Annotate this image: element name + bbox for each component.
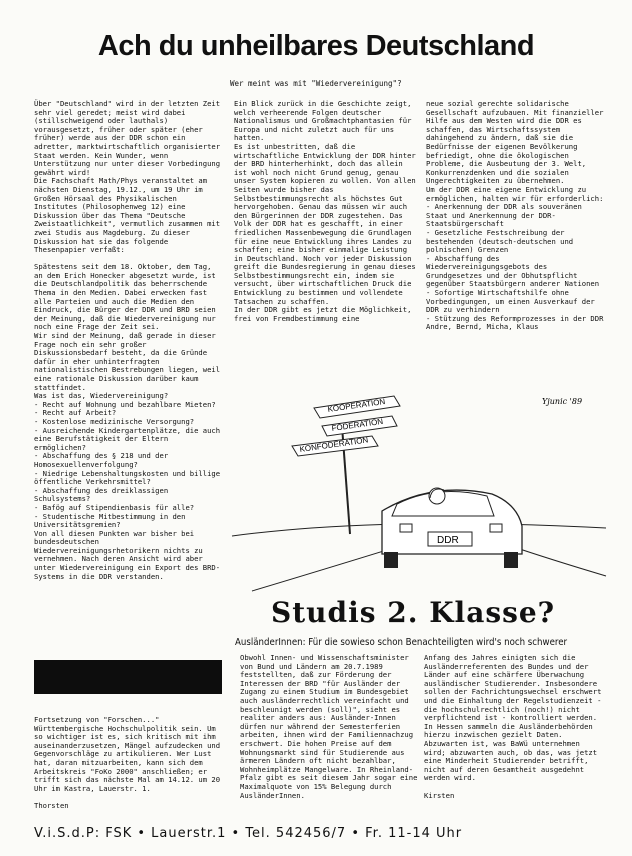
sign-label-2: FÖDERATION [331,416,384,433]
article2-headline: Studis 2. Klasse? [271,596,556,629]
redacted-block [34,660,222,694]
signpost [292,396,400,456]
article2-column-left: Fortsetzung von "Forschen..." Württembergische Hochschulpolitik sein. Um so wichtiger ist es, sich kritisch mit ihm auseinanderzusetzen, Mängel aufzudecken und Gegenvorschläge zu artikulieren. Wer Lust hat, daran mitzuarbeiten, kann sich dem Arbeitskreis "FoKo 2000" anschließen; er trifft sich das nächste Mal am 14.12. um 20 Uhr im Kastra, Lauerstr. 1. Thorsten [34,715,221,810]
article2-subheadline: AusländerInnen: Für die sowieso schon Benachteiligten wird's noch schwerer [235,637,568,648]
cartoon-illustration [232,386,606,598]
article2-column-middle: Obwohl Innen- und Wissenschaftsminister von Bund und Ländern am 20.7.1989 feststellten, daß zur Förderung der Interessen der BRD "für Ausländer der Zugang zu einem Studium im Bundesgebiet auch ausländerrechtlich vereinfacht und beschleunigt werden (soll)", sieht es realiter anders aus: Ausländer-Innen dürfen nur während der Semesterferien arbeiten, ihnen wird der Familiennachzug erschwert. Die hohen Preise auf dem Wohnungsmarkt sind für Studierende aus ärmeren Ländern oft nicht bezahlbar, Wohnheimplätze Mangelware. In Rheinland-Pfalz gibt es seit diesem Jahr sogar eine Maximalquote von 15% Belegung durch AusländerInnen. [240,653,422,800]
article2-column-right: Anfang des Jahres einigten sich die Ausländerreferenten des Bundes und der Länder auf eine schärfere Überwachung ausländischer Studierender. Insbesondere sollen der Fachrichtungswechsel erschwert und die Einhaltung der Regelstudienzeit - die hochschulrechtlich (noch!) nicht verpflichtend ist - kontrolliert werden. In Hessen sammeln die Ausländerbehörden hierzu inzwischen gezielt Daten. Abzuwarten ist, was BaWü unternehmen wird; abzuwarten auch, ob das, was jetzt eine Minderheit Studierender betrifft, nicht auf deren Gesamtheit ausgedehnt werden wird. Kirsten [424,653,602,800]
article-column-1: Über "Deutschland" wird in der letzten Zeit sehr viel geredet; meist wird dabei (stillschweigend oder lauthals) vorausgesetzt, früher oder später (eher früher) werde aus der DDR schon ein adretter, marktwirtschaftlich organisierter Staat werden. Kein Wunder, wenn Unterstützung nur unter dieser Vorbedingung gewährt wird! Die Fachschaft Math/Phys veranstaltet am nächsten Dienstag, 19.12., um 19 Uhr im Großen Hörsaal des Physikalischen Institutes (Philosophenweg 12) eine Diskussion über das Thema "Deutsche Zweistaatlichkeit", vermutlich zusammen mit zwei Studis aus Magdeburg. Zu dieser Diskussion hat sie das folgende Thesenpapier verfaßt: Spätestens seit dem 18. Oktober, dem Tag, an dem Erich Honecker abgesetzt wurde, ist die Deutschlandpolitik das beherrschende Thema in den Medien. Dabei erwecken fast alle Parteien und auch die Medien den Eindruck, die Bürger der DDR und BRD seien der Meinung, daß die Wiedervereinigung nur noch eine Frage der Zeit sei. Wir sind der Meinung, daß gerade in dieser Frage noch ein sehr großer Diskussionsbedarf besteht, da die Gründe dafür in eher unhinterfragten nationalistischen Bestrebungen liegen, weil eine rationale Diskussion darüber kaum stattfindet. Was ist das, Wiedervereinigung? - Recht auf Wohnung und bezahlbare Mieten? - Recht auf Arbeit? - Kostenlose medizinische Versorgung? - Ausreichende Kindergartenplätze, die auch eine Berufstätigkeit der Eltern ermöglichen? - Abschaffung des § 218 und der Homosexuellenverfolgung? - Niedrige Lebenshaltungskosten und billige öffentliche Verkehrsmittel? - Abschaffung des dreiklassigen Schulsystems? - Bafög auf Stipendienbasis für alle? - Studentische Mitbestimmung in den Universitätsgremien? Von all diesen Punkten war bisher bei bundesdeutschen Wiedervereinigungsrhetorikern nichts zu vernehmen. Nach deren Ansicht wird aber unter Wiedervereinigung ein Export des BRD-Systems in die DDR verstanden. [34,99,221,581]
subheadline: Wer meint was mit "Wiedervereinigung"? [230,79,402,88]
sign-label-1: KOOPERATION [327,396,386,414]
imprint-footer: V.i.S.d.P: FSK • Lauerstr.1 • Tel. 542456/7 • Fr. 11-14 Uhr [34,826,463,841]
article-column-2: Ein Blick zurück in die Geschichte zeigt, welch verheerende Folgen deutscher Nationalismus und Großmachtphantasien für Europa und nicht zuletzt auch für uns hatten. Es ist unbestritten, daß die wirtschaftliche Entwicklung der DDR hinter der BRD hinterherhinkt, doch das allein ist wohl noch nicht Grund genug, genau unser System kopieren zu wollen. Von allen Seiten wurde bisher das Selbstbestimmungsrecht als höchstes Gut hervorgehoben. Genau das müssen wir auch den Bürgerinnen der DDR zugestehen. Das Volk der DDR hat es geschafft, in einer friedlichen Massenbewegung die Grundlagen für eine neue Entwicklung ihres Landes zu schaffen; eine bisher einmalige Leistung in Deutschland. Noch vor jeder Diskussion greift die Bundesregierung in genau dieses Selbstbestimmungsrecht ein, indem sie versucht, über wirtschaftlichen Druck die Entwicklung zu bestimmen und vollendete Tatsachen zu schaffen. In der DDR gibt es jetzt die Möglichkeit, frei von Fremdbestimmung eine [234,99,416,323]
article-column-3: neue sozial gerechte solidarische Gesellschaft aufzubauen. Mit finanzieller Hilfe aus dem Westen wird die DDR es schaffen, das Wirtschaftssystem dahingehend zu ändern, daß sie die Bedürfnisse der eigenen Bevölkerung befriedigt, ohne die ökologischen Probleme, die Ausbeutung der 3. Welt, Konkurrenzdenken und die sozialen Ungerechtigkeiten zu übernehmen. Um der DDR eine eigene Entwicklung zu ermöglichen, halten wir für erforderlich: - Anerkennung der DDR als souveränen Staat und Anerkennung der DDR-Staatsbürgerschaft - Gesetzliche Festschreibung der bestehenden (deutsch-deutschen und polnischen) Grenzen - Abschaffung des Wiedervereinigungsgebots des Grundgesetzes und der Obhutspflicht gegenüber Staatsbürgern anderer Nationen - Sofortige Wirtschaftshilfe ohne Vorbedingungen, um einen Ausverkauf der DDR zu verhindern - Stützung des Reformprozesses in der DDR Andre, Bernd, Micha, Klaus [426,99,604,332]
car-plate: DDR [437,535,459,546]
car-drawing [382,488,522,568]
sign-label-3: KONFÖDERATION [299,435,369,454]
cartoon-signature: Yjunic '89 [542,397,583,406]
headline: Ach du unheilbares Deutschland [97,30,535,62]
